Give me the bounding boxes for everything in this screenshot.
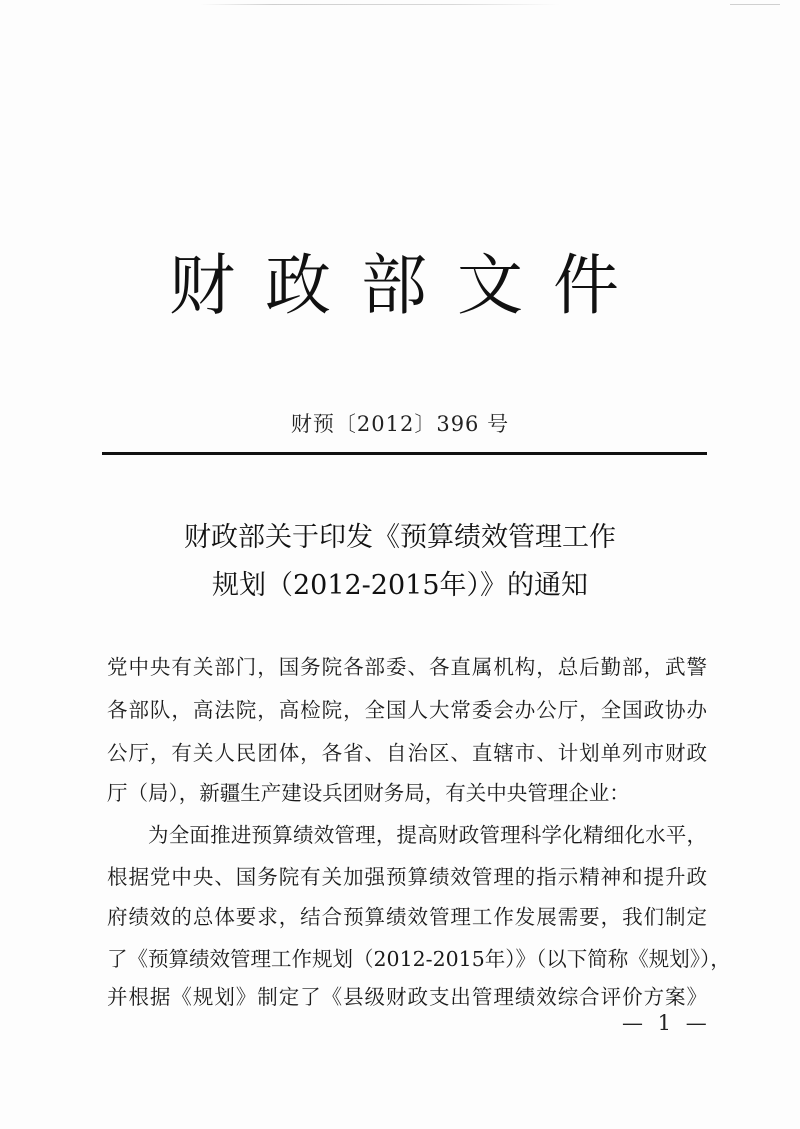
body-line: 公厅，有关人民团体，各省、自治区、直辖市、计划单列市财政 — [107, 741, 707, 765]
scan-artifact — [730, 4, 780, 5]
body-line: 各部队，高法院，高检院，全国人大常委会办公厅，全国政协办 — [107, 698, 707, 722]
body-line: 根据党中央、国务院有关加强预算绩效管理的指示精神和提升政 — [107, 865, 707, 889]
body-line: 厅（局），新疆生产建设兵团财务局，有关中央管理企业： — [107, 781, 630, 805]
document-title-line-1: 财政部关于印发《预算绩效管理工作 — [184, 522, 616, 553]
body-line: 为全面推进预算绩效管理，提高财政管理科学化精细化水平， — [148, 823, 707, 847]
body-line: 并根据《规划》制定了《县级财政支出管理绩效综合评价方案》 — [107, 985, 707, 1009]
scan-artifact — [200, 4, 560, 5]
header-divider — [102, 452, 707, 455]
body-line: 府绩效的总体要求，结合预算绩效管理工作发展需要，我们制定 — [107, 905, 707, 929]
page-number: — 1 — — [622, 1011, 711, 1035]
document-title-line-2: 规划（2012-2015年）》的通知 — [211, 570, 589, 601]
document-number: 财预〔2012〕396 号 — [290, 412, 510, 436]
body-line: 党中央有关部门，国务院各部委、各直属机构，总后勤部，武警 — [107, 655, 707, 679]
body-line: 了《预算绩效管理工作规划（2012-2015年）》（以下简称《规划》）， — [107, 947, 731, 971]
document-header-title: 财政部文件 — [169, 247, 649, 324]
